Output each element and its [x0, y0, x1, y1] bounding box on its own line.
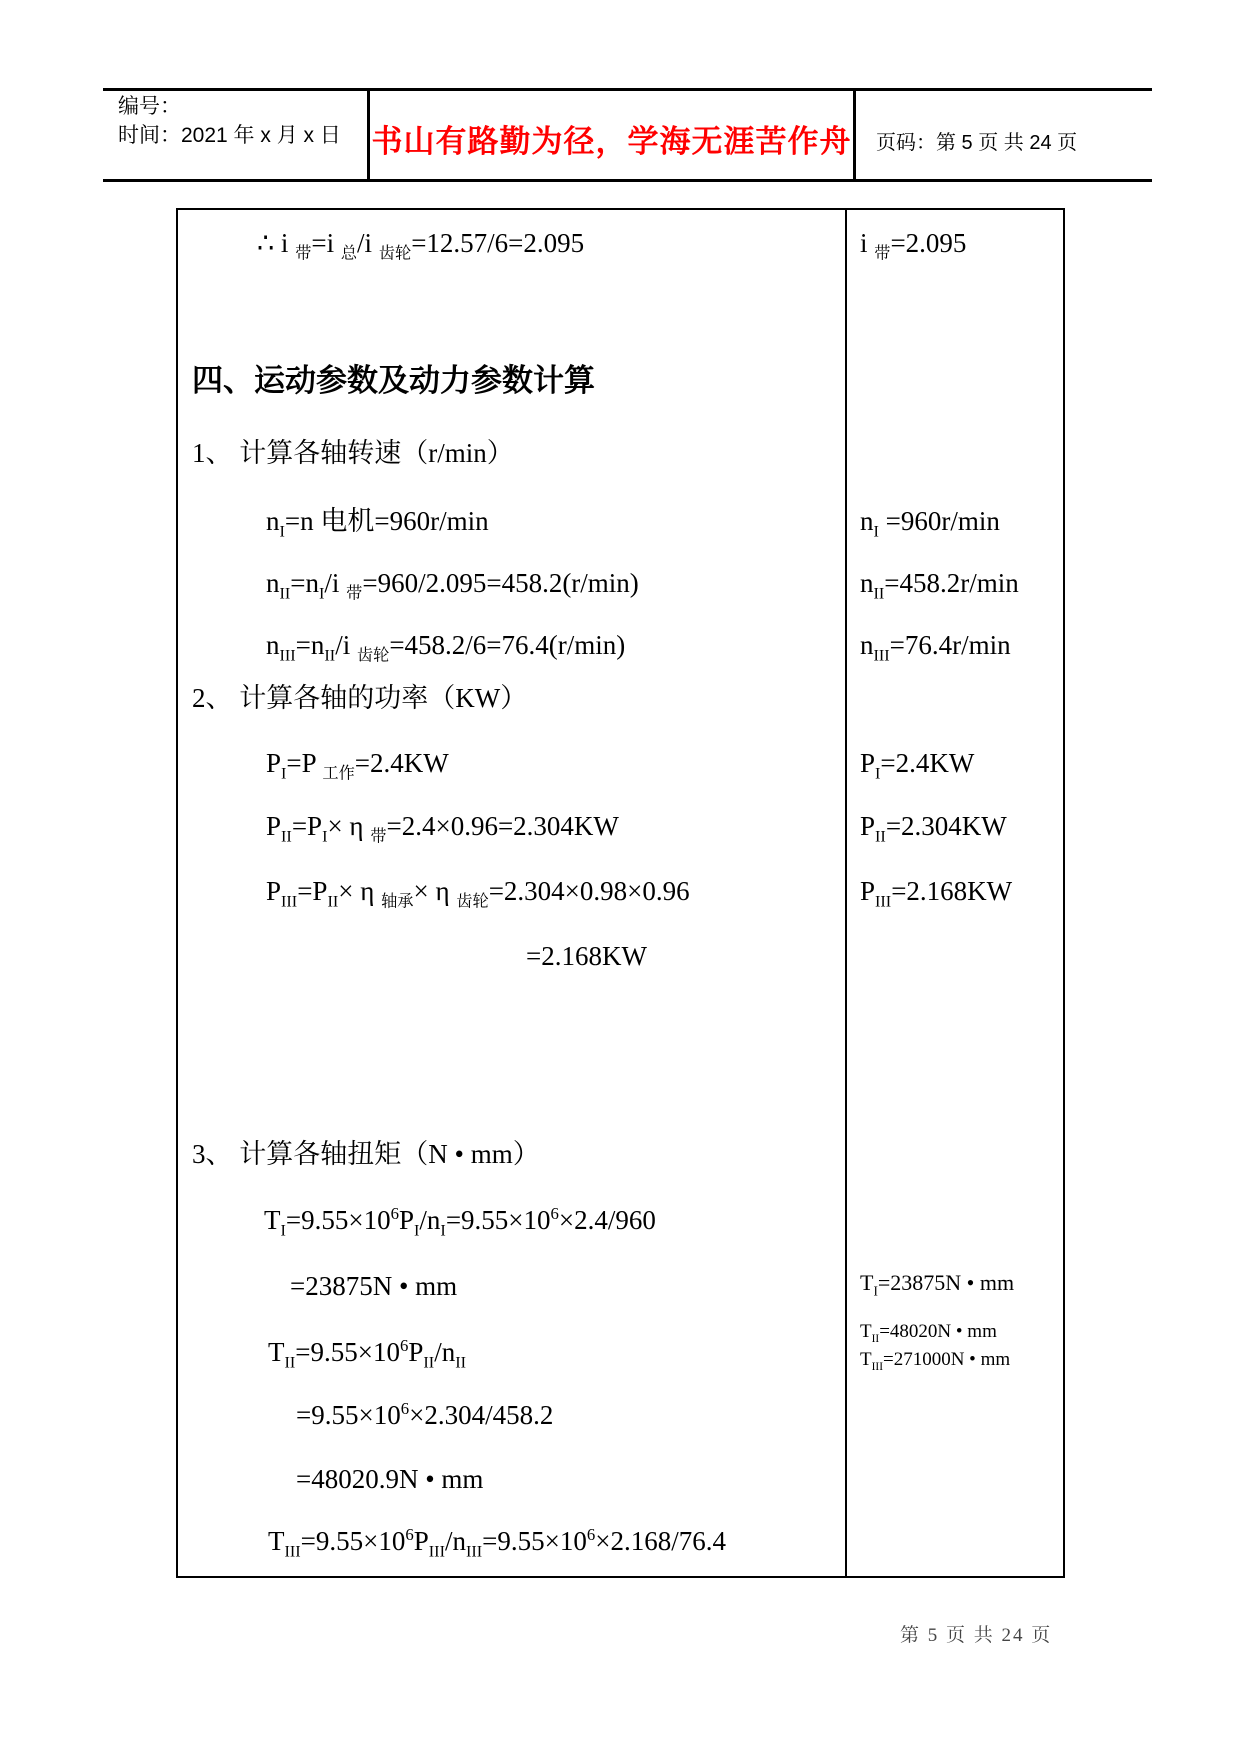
result-n1: $n_I =960r/\min$ — [860, 506, 1000, 541]
calculation-table — [176, 208, 1065, 1578]
subheading-shaft-speed: 1、 计算各轴转速（r/min） — [192, 438, 514, 468]
header-number-label: 编号： — [118, 95, 181, 118]
formula-p1: $P_I=P$ $_{工作}$=2.4KW — [266, 748, 449, 783]
result-t1: $T_I=23875N$ • mm — [860, 1270, 1015, 1299]
formula-belt-ratio: ∴ i $_带$=i $_总$/i $_{齿轮}$=12.57/6=2.095 — [257, 228, 585, 263]
formula-n1: $n_I=n$ 电机=960r/min — [266, 506, 489, 541]
header-motto: 书山有路勤为径，学海无涯苦作舟 — [371, 124, 852, 159]
formula-t2-continued-1: $=9.55\times 10^6\times 2.304/458.2$ — [296, 1399, 554, 1430]
header-time-label: 时间：2021 年 x 月 x 日 — [118, 124, 341, 147]
formula-t2-continued-2: =48020.9N • mm — [296, 1464, 484, 1494]
header-bottom-border — [103, 179, 1152, 182]
header-page-number: 页码：第 5 页 共 24 页 — [876, 132, 1078, 154]
section-heading-4: 四、运动参数及动力参数计算 — [192, 363, 595, 398]
formula-n3: $n_{III}=n_{II}/i$ $_{齿轮}$=458.2/6=76.4(r/min) — [266, 630, 626, 665]
subheading-shaft-torque: 3、 计算各轴扭矩（N • mm） — [192, 1139, 540, 1169]
formula-t1-continued: =23875N • mm — [290, 1271, 458, 1301]
footer-page-number: 第 5 页 共 24 页 — [900, 1625, 1053, 1646]
formula-p3: $P_{III}=P_{II}\times \eta$ $_{轴承}$× η $_{齿轮}$=2.304×0.98×0.96 — [266, 876, 690, 911]
formula-t1: $T_I=9.55\times 10^6P_I/n_I=9.55\times 10^6\times 2.4/960$ — [264, 1204, 656, 1240]
formula-n2: $n_{II}=n_I/i$ $_带$=960/2.095=458.2(r/min) — [266, 568, 639, 603]
table-column-divider — [845, 210, 847, 1576]
result-p2: $P_{II}=2.304KW$ — [860, 811, 1007, 846]
formula-t2: $T_{II}=9.55\times 10^6P_{II}/n_{II}$ — [268, 1336, 466, 1372]
result-t2: $T_{II}=48020N$ • mm — [860, 1321, 997, 1345]
header-top-border — [103, 88, 1152, 91]
result-n3: $n_{III}=76.4r/\min$ — [860, 630, 1011, 665]
result-t3: $T_{III}=271000N$ • mm — [860, 1349, 1011, 1373]
result-belt-ratio: i $_带$=2.095 — [860, 228, 967, 263]
header-divider-right — [853, 88, 856, 182]
formula-t3: $T_{III}=9.55\times 10^6P_{III}/n_{III}=9.55\times 10^6\times 2.168/76.4$ — [268, 1525, 726, 1561]
result-n2: $n_{II}=458.2r/\min$ — [860, 568, 1019, 603]
result-p3: $P_{III}=2.168KW$ — [860, 876, 1013, 911]
result-p1: $P_I=2.4KW$ — [860, 748, 975, 783]
subheading-shaft-power: 2、 计算各轴的功率（KW） — [192, 683, 528, 713]
formula-p3-continued: =2.168KW — [526, 941, 647, 971]
formula-p2: $P_{II}=P_I\times \eta$ $_带$=2.4×0.96=2.304KW — [266, 811, 619, 846]
